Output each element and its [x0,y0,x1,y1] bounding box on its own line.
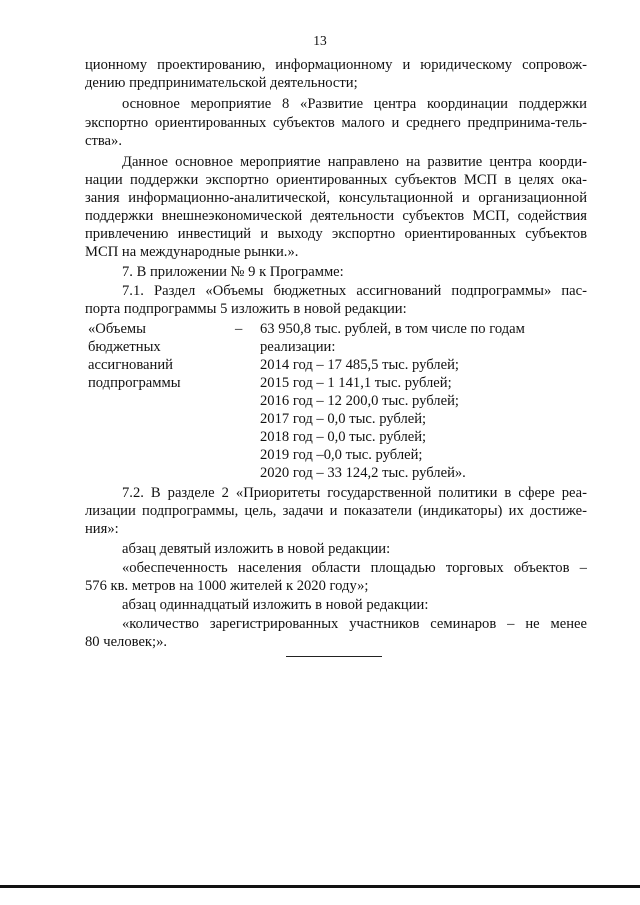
text-line: привлечению инвестиций и выходу экспортно ориентированных субъектов [85,226,587,242]
table-value-line: 2016 год – 12 200,0 тыс. рублей; [260,393,459,409]
text-line: «количество зарегистрированных участников семинаров – не менее [122,616,587,632]
text-line: абзац девятый изложить в новой редакции: [122,541,391,557]
table-label-line: бюджетных [88,339,161,355]
table-value-line: 63 950,8 тыс. рублей, в том числе по годам [260,321,525,337]
text-line: экспортно ориентированных субъектов малого и среднего предпринима-тель- [85,115,587,131]
end-divider [286,656,382,657]
table-value-line: 2015 год – 1 141,1 тыс. рублей; [260,375,452,391]
text-line: ционному проектированию, информационному и юридическому сопровож- [85,57,587,73]
table-value-line: 2020 год – 33 124,2 тыс. рублей». [260,465,466,481]
text-line: дению предпринимательской деятельности; [85,75,358,91]
table-dash: – [235,321,243,337]
text-line: Данное основное мероприятие направлено на развитие центра коорди- [122,154,587,170]
text-line: 80 человек;». [85,634,168,650]
text-line: 7.2. В разделе 2 «Приоритеты государственной политики в сфере реа- [122,485,587,501]
table-value-line: реализации: [260,339,336,355]
text-line: «обеспеченность населения области площадью торговых объектов – [122,560,587,576]
table-label-line: «Объемы [88,321,146,337]
text-line: 7. В приложении № 9 к Программе: [122,264,344,280]
table-value-line: 2018 год – 0,0 тыс. рублей; [260,429,427,445]
text-line: 576 кв. метров на 1000 жителей к 2020 году»; [85,578,369,594]
text-line: поддержки внешнеэкономической деятельности субъектов МСП, содействия [85,208,587,224]
scan-edge-bar [0,885,640,888]
text-line: абзац одиннадцатый изложить в новой редакции: [122,597,429,613]
text-line: лизации подпрограммы, цель, задачи и показатели (индикаторы) их достиже- [85,503,587,519]
text-line: зания информационно-аналитической, консультационной и организационной [85,190,587,206]
table-value-line: 2014 год – 17 485,5 тыс. рублей; [260,357,459,373]
text-line: нации поддержки экспортно ориентированных субъектов МСП в целях ока- [85,172,587,188]
text-line: ства». [85,133,122,149]
text-line: 7.1. Раздел «Объемы бюджетных ассигнований подпрограммы» пас- [122,283,587,299]
text-line: МСП на международные рынки.». [85,244,299,260]
table-label-line: ассигнований [88,357,173,373]
text-line: основное мероприятие 8 «Развитие центра координации поддержки [122,96,587,112]
text-line: ния»: [85,521,119,537]
page-number: 13 [313,33,327,48]
text-line: порта подпрограммы 5 изложить в новой редакции: [85,301,407,317]
table-label-line: подпрограммы [88,375,181,391]
table-value-line: 2019 год –0,0 тыс. рублей; [260,447,423,463]
table-value-line: 2017 год – 0,0 тыс. рублей; [260,411,427,427]
